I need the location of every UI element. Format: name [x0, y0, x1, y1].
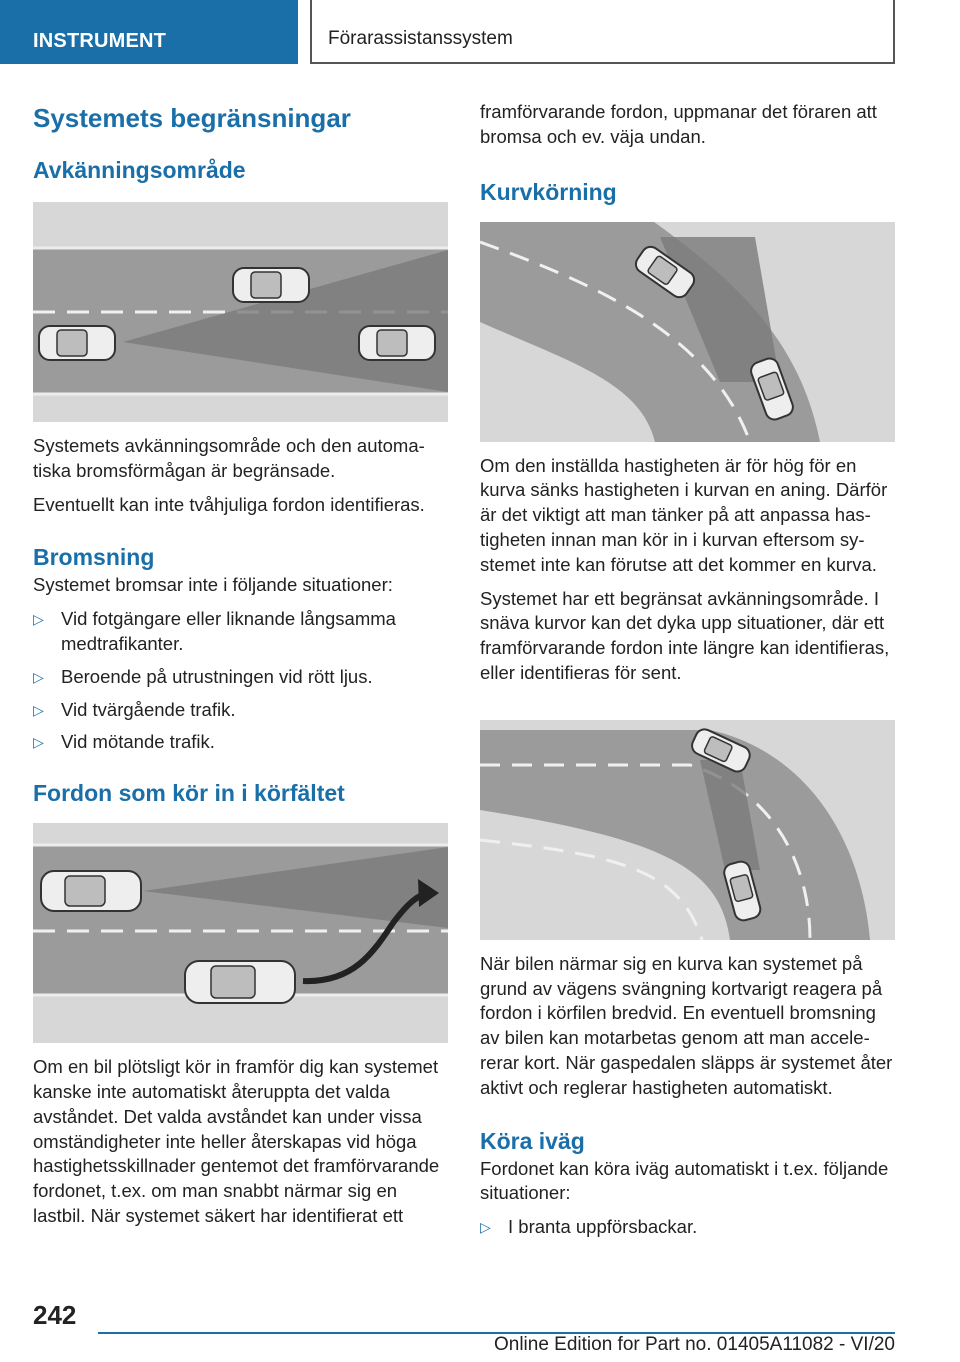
- list-item: ▷ Vid fotgängare eller liknande långsamma medtrafikanter.: [33, 608, 396, 654]
- list-item: ▷ Vid mötande trafik.: [33, 730, 449, 755]
- paragraph: När bilen närmar sig en kurva kan systemet på grund av vägens svängning kortvarigt reagera på fordon i körfilen bredvid. En eventuell bromsning av bilen kan motarbetas genom att man accelererar kort. När gaspedalen släpps är systemet åter aktivt och reglerar hastigheten automatiskt.: [480, 952, 893, 1098]
- heading-curve-driving: Kurvkörning: [480, 178, 617, 205]
- paragraph: Om den inställda hastigheten är för hög för en kurva sänks hastigheten i kurvan en aning. Därför är det viktigt att man tänker på att anpassa hastigheten innan man kör in i kurvan eftersom systemet inte kan förutse att det kommer en kurva.: [480, 454, 888, 575]
- page-number: 242: [33, 1300, 77, 1330]
- list-item: ▷ Beroende på utrustningen vid rött ljus.: [33, 665, 449, 690]
- heading-drive-away: Köra iväg: [480, 1127, 585, 1154]
- heading-detection-range: Avkänningsområde: [33, 157, 246, 183]
- right-column: [480, 100, 896, 1240]
- paragraph: Systemet bromsar inte i följande situationer:: [33, 574, 393, 596]
- drive-away-list: [480, 1215, 896, 1240]
- triangle-bullet-icon: ▷: [33, 611, 44, 628]
- triangle-bullet-icon: ▷: [480, 1219, 491, 1236]
- section-heading: Systemets begränsningar: [33, 103, 351, 133]
- car-front-lane: [359, 326, 435, 360]
- triangle-bullet-icon: ▷: [33, 701, 44, 718]
- paragraph: Systemet har ett begränsat avkänningsområde. I snäva kurvor kan det dyka upp situationer, där ett framförvarande fordon inte längre kan identifieras, eller identifieras för sent.: [480, 587, 890, 683]
- curve-figure-2: [480, 720, 895, 940]
- triangle-bullet-icon: ▷: [33, 734, 44, 751]
- left-column: [33, 100, 449, 1229]
- chapter-title: Förarassistanssystem: [310, 0, 895, 64]
- paragraph: Systemets avkänningsområde och den automatiska bromsförmågan är begränsade.: [33, 435, 425, 481]
- triangle-bullet-icon: ▷: [33, 668, 44, 685]
- cut-in-figure: [33, 823, 448, 1043]
- curve-figure-1: [480, 222, 895, 442]
- heading-braking: Bromsning: [33, 544, 155, 571]
- footer-edition: Online Edition for Part no. 01405A11082 - VI/20: [493, 1334, 895, 1355]
- list-item: ▷ I branta uppförsbackar.: [480, 1215, 896, 1240]
- car-ego: [41, 871, 141, 911]
- braking-list: [33, 607, 449, 755]
- paragraph: framförvarande fordon, uppmanar det föraren att bromsa och ev. väja undan.: [480, 101, 877, 147]
- paragraph: Om en bil plötsligt kör in framför dig kan systemet kanske inte automatiskt återuppta det valda avståndet. Det valda avståndet kan under vissa omständigheter inte heller återskapas vid höga hastighetsskillnader gentemot det framförvarande fordonet, t.ex. om man snabbt närmar sig en lastbil. När systemet säkert har identifierat ett: [33, 1056, 440, 1226]
- car-cutting-in: [185, 961, 295, 1003]
- list-item: ▷ Vid tvärgående trafik.: [33, 698, 449, 723]
- section-tab[interactable]: INSTRUMENT: [0, 0, 298, 64]
- paragraph: Eventuellt kan inte tvåhjuliga fordon identifieras.: [33, 493, 425, 515]
- paragraph: Fordonet kan köra iväg automatiskt i t.ex. följande situationer:: [480, 1157, 889, 1204]
- heading-cut-in: Fordon som kör in i körfältet: [33, 780, 345, 807]
- car-ego: [39, 326, 115, 360]
- detection-range-figure: [33, 202, 448, 422]
- car-adjacent-lane: [233, 268, 309, 302]
